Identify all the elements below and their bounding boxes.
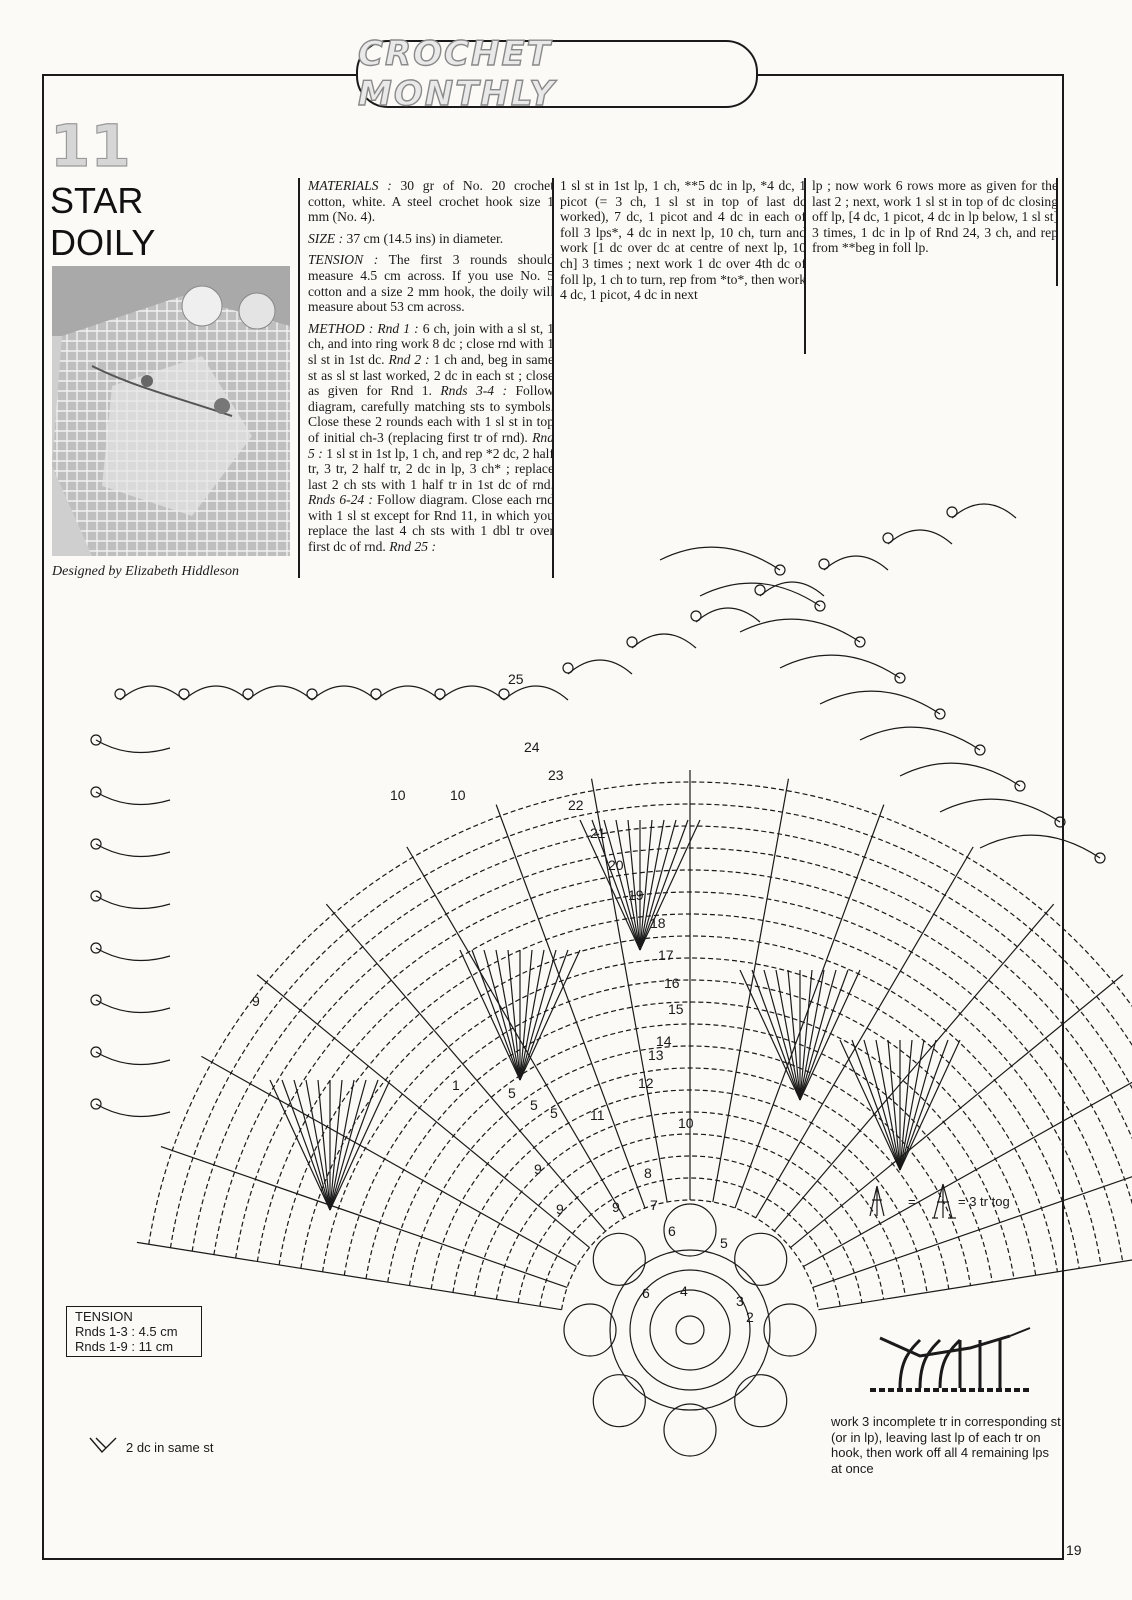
tension-label: TENSION : bbox=[308, 252, 379, 268]
chart-round-numbers bbox=[252, 671, 754, 1325]
rnd5-label: Rnd 5 : bbox=[308, 429, 554, 461]
chart-side-loop bbox=[96, 1104, 170, 1117]
chart-fan-stitch bbox=[900, 1040, 924, 1170]
chart-star-arm-loop bbox=[860, 727, 980, 750]
chart-spoke bbox=[201, 1056, 576, 1266]
chart-round-label: 17 bbox=[658, 947, 674, 963]
chart-chain-loop bbox=[120, 686, 184, 700]
pattern-title-line2: DOILY bbox=[50, 222, 156, 263]
chart-fan-stitch bbox=[900, 1040, 948, 1170]
rnd25-label: Rnd 25 : bbox=[389, 539, 437, 555]
chart-petal bbox=[764, 1304, 816, 1356]
chart-picot bbox=[371, 689, 381, 699]
rnd25-text: 1 sl st in 1st lp, 1 ch, **5 dc in lp, *4 dc, 1 picot (= 3 ch, 1 sl st in top of last dc worked), 7 dc, 1 picot and 4 dc in each of foll 3 lps*, 4 dc in next lp, 10 ch, turn and work [1 dc over dc at centre of next lp, 10 ch] 3 times ; next work 1 dc over 4th dc of foll lp, 1 ch to turn, rep from *to*, then work 4 dc, 1 picot, 4 dc in next bbox=[560, 178, 806, 303]
chart-chain-loop bbox=[888, 530, 952, 544]
size-text: 37 cm (14.5 ins) in diameter. bbox=[346, 230, 504, 246]
chart-round-label: 25 bbox=[508, 671, 524, 687]
chart-chain-loop bbox=[824, 556, 888, 570]
chart-round-label: 14 bbox=[656, 1033, 672, 1049]
method-label: METHOD : Rnd 1 : bbox=[308, 320, 419, 336]
chart-picot bbox=[115, 689, 125, 699]
chart-picot bbox=[243, 689, 253, 699]
materials-label: MATERIALS : bbox=[308, 178, 392, 193]
chart-petal bbox=[593, 1375, 645, 1427]
chart-side-loop bbox=[96, 1052, 170, 1065]
incomplete-tr-diagram-icon bbox=[860, 1320, 1040, 1400]
tr-tog-symbol-icon bbox=[866, 1182, 888, 1222]
chart-ring bbox=[650, 1290, 730, 1370]
chart-picot bbox=[307, 689, 317, 699]
chart-stitches bbox=[91, 504, 1132, 1456]
tension-box bbox=[66, 1306, 202, 1357]
chart-round-label: 9 bbox=[556, 1201, 564, 1217]
chart-side-loop bbox=[96, 896, 170, 909]
chart-round-label: 20 bbox=[608, 857, 624, 873]
chart-round-label: 21 bbox=[590, 825, 606, 841]
tension-box-title: TENSION bbox=[75, 1309, 133, 1324]
chart-round-label: 5 bbox=[550, 1105, 558, 1121]
chart-star-arm-loop bbox=[820, 691, 940, 714]
chart-picot bbox=[755, 585, 765, 595]
chart-spoke bbox=[257, 975, 589, 1248]
chart-picot bbox=[819, 559, 829, 569]
chart-picot bbox=[691, 611, 701, 621]
chart-picot bbox=[627, 637, 637, 647]
chart-picot bbox=[883, 533, 893, 543]
chart-spoke bbox=[756, 847, 973, 1218]
chart-petal bbox=[735, 1375, 787, 1427]
rnd5-text: 1 sl st in 1st lp, 1 ch, and rep *2 dc, 2 half tr, 3 tr, 2 half tr, 2 dc in lp, 3 ch* ; replace last 2 ch sts with 1 half tr in 1st dc of rnd. bbox=[308, 445, 554, 492]
chart-round-label: 18 bbox=[650, 915, 666, 931]
chart-spoke bbox=[774, 904, 1053, 1231]
chart-chain-loop bbox=[504, 686, 568, 700]
chart-round-label: 15 bbox=[668, 1001, 684, 1017]
chart-fan-stitch bbox=[306, 1080, 330, 1210]
chart-star-arm-loop bbox=[940, 799, 1060, 822]
chart-fan-stitch bbox=[852, 1040, 900, 1170]
chart-chain-loop bbox=[760, 582, 824, 596]
masthead-title: CROCHET MONTHLY bbox=[358, 34, 556, 114]
chart-fan-stitch bbox=[616, 820, 640, 950]
tr-tog-variant-icon bbox=[928, 1180, 958, 1224]
tension-box-row2: Rnds 1-9 : 11 cm bbox=[75, 1339, 174, 1354]
chart-side-loop bbox=[96, 1000, 170, 1013]
rnd2-label: Rnd 2 : bbox=[388, 351, 430, 367]
tension-text: The first 3 rounds should measure 4.5 cm across. If you use No. 5 cotton and a size 2 mm hook, the doily will measure about 53 cm across. bbox=[308, 252, 554, 315]
chart-round-label: 8 bbox=[644, 1165, 652, 1181]
method-text: 6 ch, join with a sl st, 1 ch, and into ring work 8 dc ; close rnd with 1 sl st in 1st dc. bbox=[308, 320, 554, 367]
chart-round-label: 23 bbox=[548, 767, 564, 783]
chart-round-label: 16 bbox=[664, 975, 680, 991]
chart-round-label: 24 bbox=[524, 739, 540, 755]
chart-fan-stitch bbox=[496, 950, 520, 1080]
chart-side-loop bbox=[96, 948, 170, 961]
chart-chain-loop bbox=[440, 686, 504, 700]
tension-box-row1: Rnds 1-3 : 4.5 cm bbox=[75, 1324, 178, 1339]
chart-star-arm-loop bbox=[980, 835, 1100, 858]
chart-round-label: 12 bbox=[638, 1075, 654, 1091]
chart-picot bbox=[499, 689, 509, 699]
pattern-title-line1: STAR bbox=[50, 180, 144, 221]
chart-spoke bbox=[813, 1147, 1132, 1288]
chart-side-loop bbox=[96, 844, 170, 857]
chart-petal bbox=[593, 1233, 645, 1285]
chart-round-label: 13 bbox=[648, 1047, 664, 1063]
chart-picot bbox=[179, 689, 189, 699]
chart-round-arc bbox=[562, 1200, 819, 1310]
chart-round-label: 5 bbox=[508, 1085, 516, 1101]
chart-spoke bbox=[592, 779, 668, 1202]
chart-fan-stitch bbox=[800, 970, 848, 1100]
chart-chain-loop bbox=[568, 660, 632, 674]
chart-round-label: 5 bbox=[530, 1097, 538, 1113]
chart-star-arm-loop bbox=[660, 547, 780, 570]
chart-fan-stitch bbox=[876, 1040, 900, 1170]
chart-round-label: 5 bbox=[720, 1235, 728, 1251]
rnd624-text: Follow diagram. Close each rnd with 1 sl st except for Rnd 11, in which you replace the last 4 ch sts with 1 dbl tr over first dc of rnd. bbox=[308, 492, 554, 555]
chart-round-label: 19 bbox=[628, 887, 644, 903]
chart-spoke bbox=[818, 1242, 1132, 1309]
chart-petal bbox=[735, 1233, 787, 1285]
chart-ring bbox=[610, 1250, 770, 1410]
chart-fan-stitch bbox=[752, 970, 800, 1100]
chart-fan-stitch bbox=[800, 970, 824, 1100]
chart-side-loop bbox=[96, 792, 170, 805]
materials-text: 30 gr of No. 20 crochet cotton, white. A steel crochet hook size 1 mm (No. 4). bbox=[308, 178, 554, 225]
chart-round-label: 10 bbox=[450, 787, 466, 803]
page-number: 19 bbox=[1066, 1542, 1082, 1558]
chart-round-label: 2 bbox=[746, 1309, 754, 1325]
chart-spoke bbox=[713, 779, 789, 1202]
chart-round-label: 6 bbox=[642, 1285, 650, 1301]
chart-chain-loop bbox=[952, 504, 1016, 518]
chart-petal bbox=[664, 1404, 716, 1456]
chart-round-label: 10 bbox=[390, 787, 406, 803]
chart-chain-loop bbox=[696, 608, 760, 622]
rnd34-text: Follow diagram, carefully matching sts to symbols. Close these 2 rounds each with 1 sl st in top of initial ch-3 (replacing first tr of rnd). bbox=[308, 383, 554, 445]
chart-round-label: 1 bbox=[452, 1077, 460, 1093]
key-equals: = bbox=[908, 1194, 916, 1209]
chart-side-loop bbox=[96, 740, 170, 753]
chart-chain-loop bbox=[376, 686, 440, 700]
chart-spoke bbox=[803, 1056, 1132, 1266]
pattern-number: 11 bbox=[50, 112, 131, 180]
chart-round-label: 11 bbox=[590, 1107, 605, 1123]
key-2dc-label: 2 dc in same st bbox=[126, 1440, 214, 1455]
chart-round-label: 3 bbox=[736, 1293, 744, 1309]
chart-chain-loop bbox=[632, 634, 696, 648]
chart-petal bbox=[564, 1304, 616, 1356]
chart-round-label: 9 bbox=[252, 993, 260, 1009]
chart-spoke bbox=[161, 1147, 567, 1288]
chart-fan-stitch bbox=[472, 950, 520, 1080]
chart-picot bbox=[563, 663, 573, 673]
rnd34-label: Rnds 3-4 : bbox=[440, 383, 508, 399]
chart-ring bbox=[676, 1316, 704, 1344]
chart-round-label: 4 bbox=[680, 1283, 688, 1299]
chart-round-label: 6 bbox=[668, 1223, 676, 1239]
chart-round-label: 10 bbox=[678, 1115, 694, 1131]
chart-spoke bbox=[137, 1242, 562, 1309]
chart-star-arm-loop bbox=[740, 619, 860, 642]
key-caption: work 3 incomplete tr in corresponding st (or in lp), leaving last lp of each tr on hook, then work off all 4 remaining lps at once bbox=[831, 1414, 1061, 1476]
key-tr-tog-label: = 3 tr tog bbox=[958, 1194, 1010, 1209]
chart-round-label: 9 bbox=[612, 1199, 620, 1215]
chart-fan-stitch bbox=[330, 1080, 378, 1210]
chart-picot bbox=[435, 689, 445, 699]
rnd2-text: 1 ch and, beg in same st as sl st last worked, 2 dc in each st ; close as given for Rnd 1. bbox=[308, 351, 554, 399]
chart-fan-stitch bbox=[776, 970, 800, 1100]
size-label: SIZE : bbox=[308, 230, 344, 246]
chart-round-label: 22 bbox=[568, 797, 584, 813]
chart-chain-loop bbox=[312, 686, 376, 700]
chart-chain-loop bbox=[184, 686, 248, 700]
rnd624-label: Rnds 6-24 : bbox=[308, 492, 373, 508]
chart-round-label: 9 bbox=[534, 1161, 542, 1177]
rnd25-continued: lp ; now work 6 rows more as given for the last 2 ; next, work 1 sl st in top of dc closing off lp, [4 dc, 1 picot, 4 dc in lp below, 1 sl st] 3 times, 1 dc in lp of Rnd 24, 3 ch, and rep from **beg in foll lp. bbox=[812, 178, 1058, 256]
chart-fan-stitch bbox=[330, 1080, 354, 1210]
chart-star-arm-loop bbox=[780, 655, 900, 678]
two-dc-symbol-icon bbox=[86, 1434, 120, 1458]
chart-round-label: 7 bbox=[650, 1197, 658, 1213]
chart-chain-loop bbox=[248, 686, 312, 700]
designer-credit: Designed by Elizabeth Hiddleson bbox=[52, 564, 240, 579]
chart-picot bbox=[947, 507, 957, 517]
chart-star-arm-loop bbox=[900, 763, 1020, 786]
